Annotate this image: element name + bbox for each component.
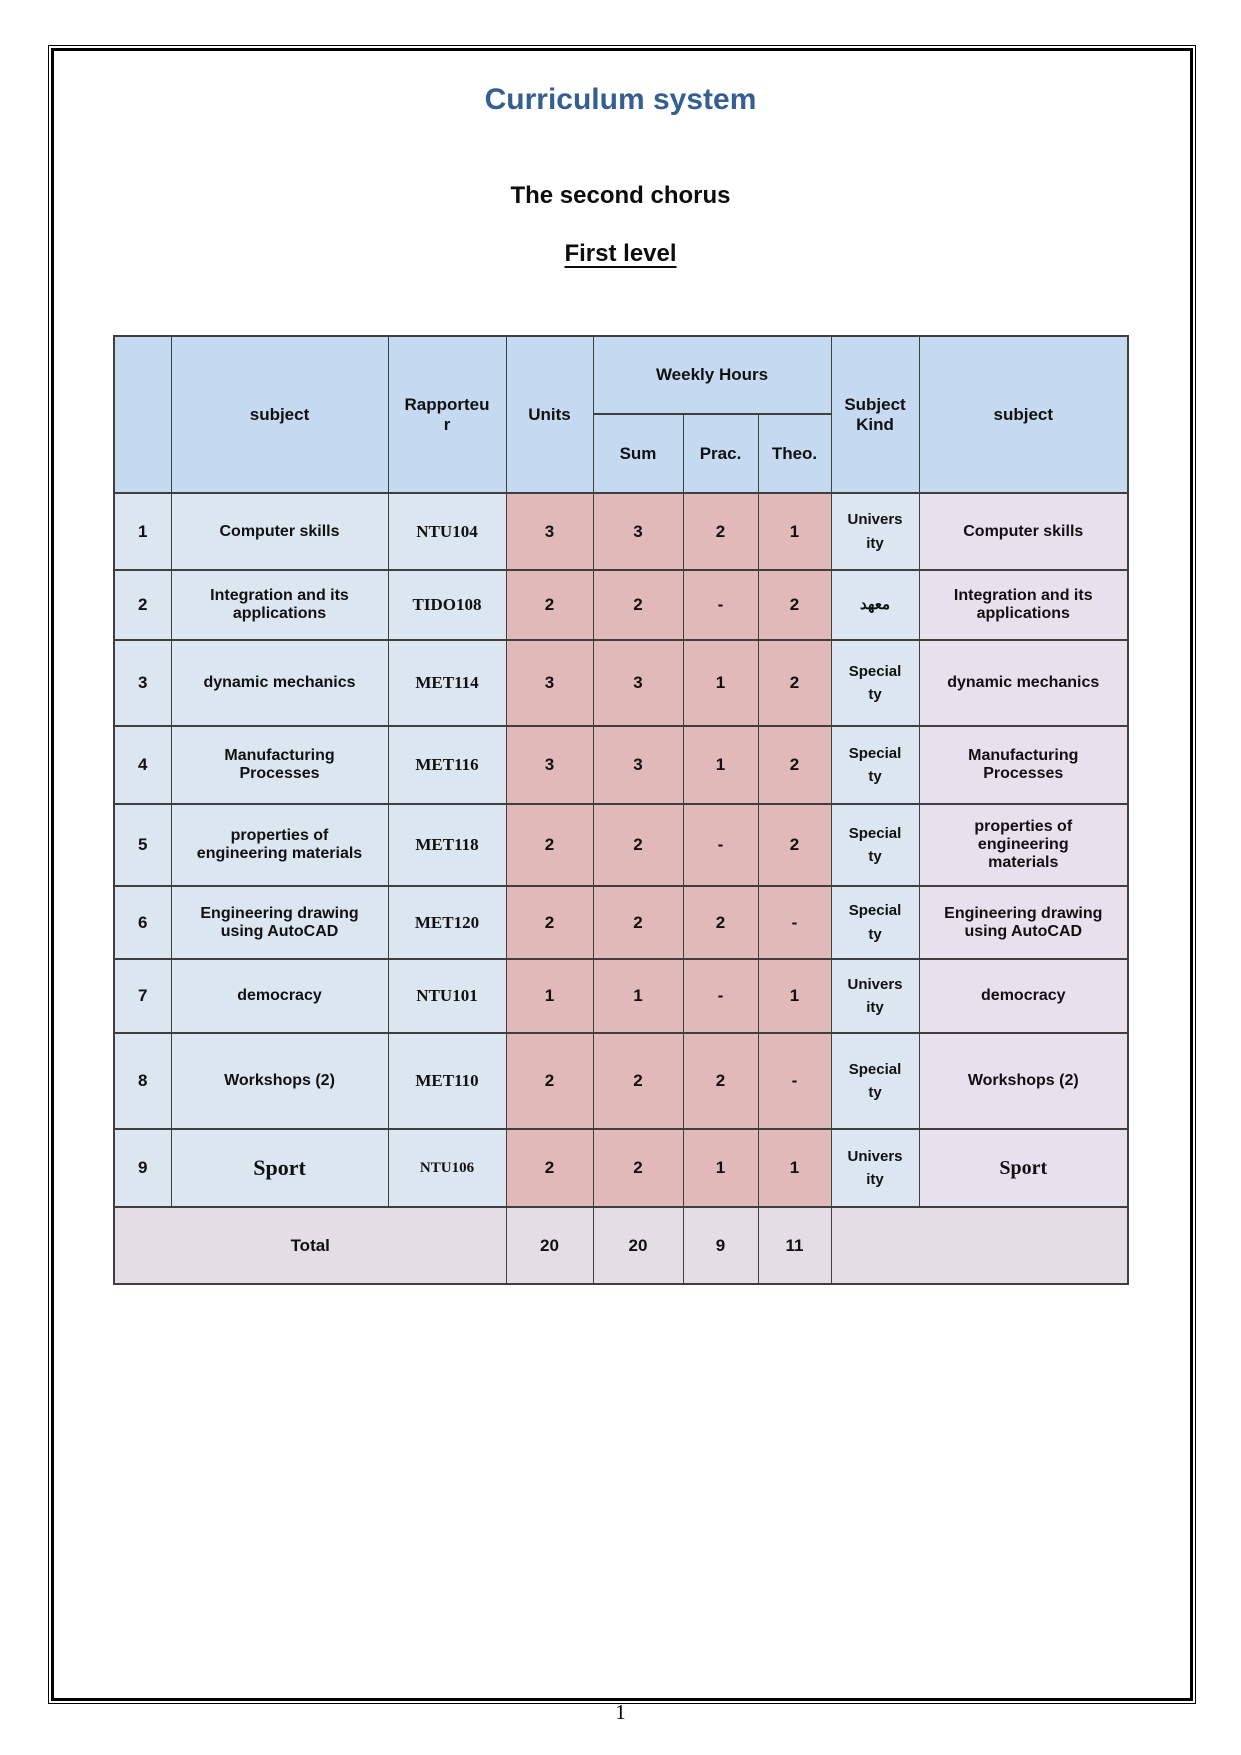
row-number: 9 xyxy=(114,1129,171,1207)
code-cell: MET120 xyxy=(388,886,506,959)
doc-level-heading: First level xyxy=(564,240,677,267)
curriculum-table xyxy=(113,335,1129,1285)
subject-cell: Workshops (2) xyxy=(171,1033,388,1129)
sum-cell: 3 xyxy=(593,726,683,804)
prac-cell: - xyxy=(683,804,758,886)
subject-kind-cell: Specialty xyxy=(831,726,919,804)
code-cell: TIDO108 xyxy=(388,570,506,640)
table-row xyxy=(114,886,1128,959)
code-cell: NTU101 xyxy=(388,959,506,1033)
table-row xyxy=(114,570,1128,640)
subject-cell: Computer skills xyxy=(171,493,388,570)
code-cell: NTU106 xyxy=(388,1129,506,1207)
sum-cell: 2 xyxy=(593,886,683,959)
doc-title: Curriculum system xyxy=(484,83,757,116)
theo-cell: 2 xyxy=(758,570,831,640)
theo-cell: - xyxy=(758,1033,831,1129)
total-label: Total xyxy=(114,1207,506,1284)
page-number: 1 xyxy=(615,1700,626,1724)
subject-kind-cell: University xyxy=(831,493,919,570)
subject-kind-cell: Specialty xyxy=(831,640,919,726)
prac-cell: 2 xyxy=(683,493,758,570)
subject-repeat-cell: democracy xyxy=(919,959,1128,1033)
prac-cell: 2 xyxy=(683,886,758,959)
total-row xyxy=(114,1207,1128,1284)
theo-cell: 1 xyxy=(758,959,831,1033)
row-number: 5 xyxy=(114,804,171,886)
subject-repeat-cell: Sport xyxy=(919,1129,1128,1207)
code-cell: MET116 xyxy=(388,726,506,804)
units-cell: 3 xyxy=(506,726,593,804)
table-row xyxy=(114,493,1128,570)
subject-kind-cell: Specialty xyxy=(831,1033,919,1129)
subject-kind-cell: Specialty xyxy=(831,804,919,886)
subject-kind-cell: معهد xyxy=(831,570,919,640)
subject-kind-cell: Specialty xyxy=(831,886,919,959)
subject-cell: dynamic mechanics xyxy=(171,640,388,726)
row-number: 1 xyxy=(114,493,171,570)
subject-kind-cell: University xyxy=(831,959,919,1033)
row-number: 4 xyxy=(114,726,171,804)
row-number: 7 xyxy=(114,959,171,1033)
units-cell: 1 xyxy=(506,959,593,1033)
table-row xyxy=(114,726,1128,804)
total-units: 20 xyxy=(506,1207,593,1284)
subject-repeat-cell: Computer skills xyxy=(919,493,1128,570)
header-theo: Theo. xyxy=(758,414,831,493)
header-empty xyxy=(114,336,171,493)
code-cell: MET110 xyxy=(388,1033,506,1129)
theo-cell: 2 xyxy=(758,640,831,726)
row-number: 8 xyxy=(114,1033,171,1129)
subject-kind-cell: University xyxy=(831,1129,919,1207)
doc-subtitle: The second chorus xyxy=(510,182,731,209)
prac-cell: 1 xyxy=(683,1129,758,1207)
table-row xyxy=(114,1033,1128,1129)
table-row xyxy=(114,804,1128,886)
row-number: 2 xyxy=(114,570,171,640)
subject-repeat-cell: Workshops (2) xyxy=(919,1033,1128,1129)
header-prac: Prac. xyxy=(683,414,758,493)
units-cell: 2 xyxy=(506,1033,593,1129)
row-number: 6 xyxy=(114,886,171,959)
sum-cell: 3 xyxy=(593,493,683,570)
prac-cell: - xyxy=(683,570,758,640)
theo-cell: 2 xyxy=(758,804,831,886)
theo-cell: 1 xyxy=(758,1129,831,1207)
total-sum: 20 xyxy=(593,1207,683,1284)
header-sum: Sum xyxy=(593,414,683,493)
header-rapporteur: Rapporteur xyxy=(388,336,506,493)
sum-cell: 2 xyxy=(593,570,683,640)
units-cell: 2 xyxy=(506,1129,593,1207)
sum-cell: 2 xyxy=(593,804,683,886)
subject-repeat-cell: Manufacturing Processes xyxy=(919,726,1128,804)
subject-repeat-cell: properties of engineering materials xyxy=(919,804,1128,886)
header-subject-right: subject xyxy=(919,336,1128,493)
units-cell: 3 xyxy=(506,493,593,570)
subject-repeat-cell: Engineering drawing using AutoCAD xyxy=(919,886,1128,959)
header-weekly-hours: Weekly Hours xyxy=(593,336,831,414)
code-cell: MET118 xyxy=(388,804,506,886)
theo-cell: - xyxy=(758,886,831,959)
subject-cell: Sport xyxy=(171,1129,388,1207)
prac-cell: 2 xyxy=(683,1033,758,1129)
prac-cell: 1 xyxy=(683,640,758,726)
subject-cell: democracy xyxy=(171,959,388,1033)
units-cell: 2 xyxy=(506,570,593,640)
table-row xyxy=(114,959,1128,1033)
subject-cell: properties of engineering materials xyxy=(171,804,388,886)
code-cell: MET114 xyxy=(388,640,506,726)
prac-cell: 1 xyxy=(683,726,758,804)
sum-cell: 2 xyxy=(593,1129,683,1207)
subject-repeat-cell: dynamic mechanics xyxy=(919,640,1128,726)
header-row-top xyxy=(114,336,1128,414)
header-subject-kind: Subject Kind xyxy=(831,336,919,493)
theo-cell: 2 xyxy=(758,726,831,804)
units-cell: 2 xyxy=(506,804,593,886)
code-cell: NTU104 xyxy=(388,493,506,570)
subject-cell: Integration and its applications xyxy=(171,570,388,640)
sum-cell: 3 xyxy=(593,640,683,726)
sum-cell: 1 xyxy=(593,959,683,1033)
table-row xyxy=(114,640,1128,726)
prac-cell: - xyxy=(683,959,758,1033)
header-subject-left: subject xyxy=(171,336,388,493)
table-row xyxy=(114,1129,1128,1207)
row-number: 3 xyxy=(114,640,171,726)
header-units: Units xyxy=(506,336,593,493)
units-cell: 2 xyxy=(506,886,593,959)
subject-repeat-cell: Integration and its applications xyxy=(919,570,1128,640)
subject-cell: Manufacturing Processes xyxy=(171,726,388,804)
subject-cell: Engineering drawing using AutoCAD xyxy=(171,886,388,959)
total-empty xyxy=(831,1207,1128,1284)
total-prac: 9 xyxy=(683,1207,758,1284)
theo-cell: 1 xyxy=(758,493,831,570)
sum-cell: 2 xyxy=(593,1033,683,1129)
total-theo: 11 xyxy=(758,1207,831,1284)
units-cell: 3 xyxy=(506,640,593,726)
